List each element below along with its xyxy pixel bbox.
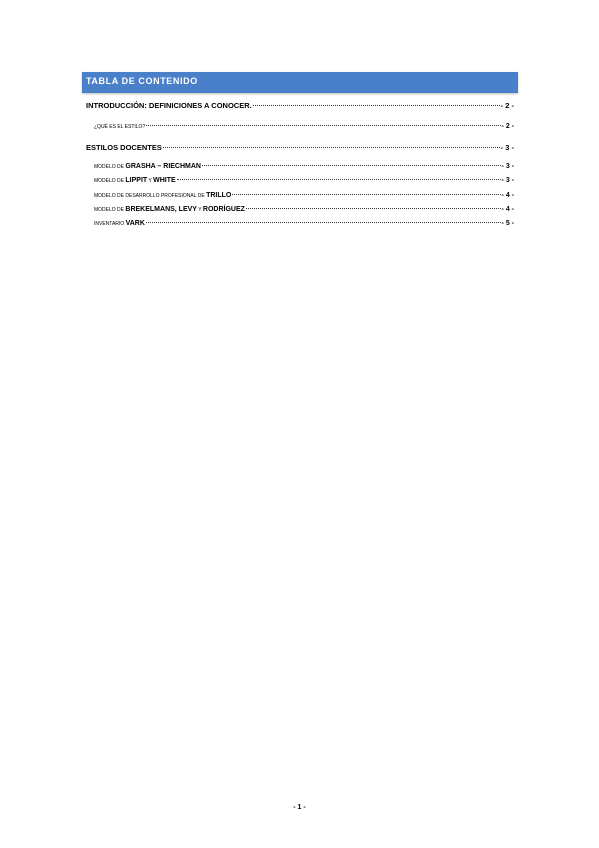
toc-entry-title: ESTILOS DOCENTES [86,143,162,152]
toc-heading-bar [82,72,518,93]
page-number: - 1 - [293,804,306,811]
toc-entry-estilos-docentes[interactable] [86,143,514,152]
toc-entry-title: MODELO DE DESARROLLO PROFESIONAL DE TRILLO [94,192,232,199]
toc-entry-page: - 3 - [501,163,514,170]
toc-entry-title: MODELO DE BREKELMANS, LEVY Y RODRÍGUEZ [94,206,245,213]
toc-entry-grasha-riechman[interactable] [94,163,514,170]
dot-leader [177,178,501,180]
dot-leader [146,221,501,223]
toc-entry-lippit-white[interactable] [94,177,514,184]
toc-entry-page: - 5 - [501,220,514,227]
toc-entry-page: - 3 - [500,143,514,152]
toc-entry-title: MODELO DE GRASHA – RIECHMAN [94,163,201,170]
dot-leader [246,207,501,209]
toc-entry-page: - 3 - [501,177,514,184]
dot-leader [163,146,500,148]
dot-leader [253,104,500,106]
toc-entry-page: - 2 - [500,101,514,110]
toc-entry-page: - 4 - [501,192,514,199]
toc-entry-que-es-el-estilo[interactable] [94,123,514,130]
toc-entry-vark[interactable] [94,220,514,227]
toc-entry-introduccion[interactable] [86,101,514,110]
toc-entry-title: INVENTARIO VARK [94,220,145,227]
toc-entry-title: ¿QUÉ ES EL ESTILO? [94,124,146,130]
toc-entry-title: MODELO DE LIPPIT Y WHITE [94,177,176,184]
toc-entry-brekelmans-levy-rodriguez[interactable] [94,206,514,213]
dot-leader [146,124,500,126]
toc-entry-title: INTRODUCCIÓN: DEFINICIONES A CONOCER. [86,101,252,110]
toc-entry-page: - 4 - [501,206,514,213]
dot-leader [202,164,501,166]
toc-entry-trillo[interactable] [94,192,514,199]
toc-heading: TABLA DE CONTENIDO [86,76,198,86]
toc-entry-page: - 2 - [501,123,514,130]
dot-leader [232,193,500,195]
